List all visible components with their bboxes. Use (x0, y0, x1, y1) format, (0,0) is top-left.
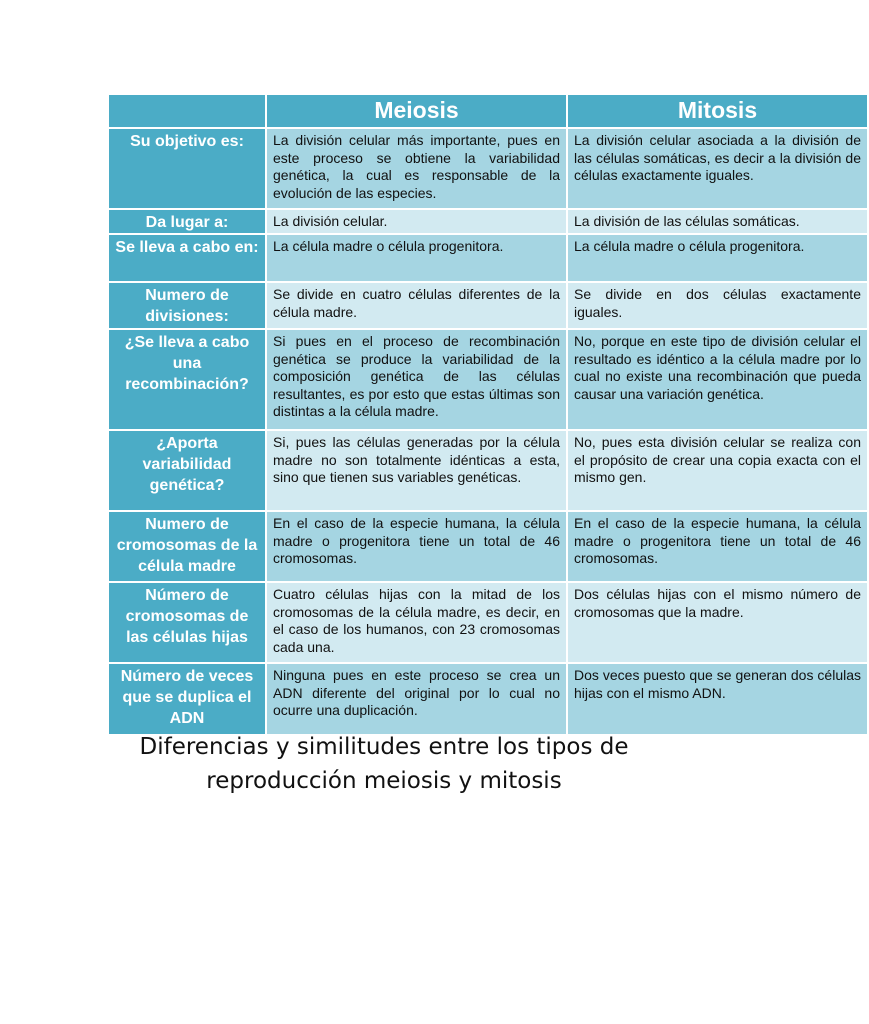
header-meiosis: Meiosis (266, 94, 567, 128)
table-row (108, 511, 868, 582)
table-row (108, 209, 868, 234)
header-mitosis: Mitosis (567, 94, 868, 128)
meiosis-cell: En el caso de la especie humana, la célula madre o progenitora tiene un total de 46 cromosomas. (266, 511, 567, 582)
header-corner (108, 94, 266, 128)
table-caption (0, 730, 768, 798)
row-label: Numero de divisiones: (108, 282, 266, 329)
mitosis-cell: La división celular asociada a la división de las células somáticas, es decir a la división de células exactamente iguales. (567, 128, 868, 209)
meiosis-cell: La célula madre o célula progenitora. (266, 234, 567, 282)
mitosis-cell: La división de las células somáticas. (567, 209, 868, 234)
row-label: Se lleva a cabo en: (108, 234, 266, 282)
mitosis-cell: No, porque en este tipo de división celular el resultado es idéntico a la célula madre por lo cual no existe una recombinación que pueda causar una variación genética. (567, 329, 868, 430)
mitosis-cell: No, pues esta división celular se realiza con el propósito de crear una copia exacta con el mismo gen. (567, 430, 868, 511)
caption-line-2: reproducción meiosis y mitosis (206, 768, 562, 794)
mitosis-cell: Dos células hijas con el mismo número de cromosomas que la madre. (567, 582, 868, 663)
row-label: ¿Se lleva a cabo una recombinación? (108, 329, 266, 430)
table-row (108, 329, 868, 430)
row-label: Da lugar a: (108, 209, 266, 234)
row-label: Numero de cromosomas de la célula madre (108, 511, 266, 582)
mitosis-cell: Se divide en dos células exactamente iguales. (567, 282, 868, 329)
row-label: Su objetivo es: (108, 128, 266, 209)
meiosis-cell: La división celular más importante, pues en este proceso se obtiene la variabilidad genética, la cual es responsable de la evolución de las especies. (266, 128, 567, 209)
mitosis-cell: Dos veces puesto que se generan dos células hijas con el mismo ADN. (567, 663, 868, 735)
row-label: Número de veces que se duplica el ADN (108, 663, 266, 735)
table-row (108, 582, 868, 663)
meiosis-cell: Cuatro células hijas con la mitad de los cromosomas de la célula madre, es decir, en el caso de los humanos, con 23 cromosomas cada una. (266, 582, 567, 663)
meiosis-cell: Se divide en cuatro células diferentes de la célula madre. (266, 282, 567, 329)
table-row (108, 234, 868, 282)
caption-line-1: Diferencias y similitudes entre los tipos de (139, 734, 629, 760)
table-row (108, 282, 868, 329)
comparison-table-wrapper (107, 93, 861, 729)
mitosis-cell: En el caso de la especie humana, la célula madre o progenitora tiene un total de 46 cromosomas. (567, 511, 868, 582)
meiosis-cell: Si, pues las células generadas por la célula madre no son totalmente idénticas a esta, sino que tienen sus variables genéticas. (266, 430, 567, 511)
table-row (108, 128, 868, 209)
row-label: Número de cromosomas de las células hijas (108, 582, 266, 663)
table-row (108, 430, 868, 511)
table-header-row (108, 94, 868, 128)
mitosis-cell: La célula madre o célula progenitora. (567, 234, 868, 282)
row-label: ¿Aporta variabilidad genética? (108, 430, 266, 511)
table-row (108, 663, 868, 735)
meiosis-cell: La división celular. (266, 209, 567, 234)
comparison-table (107, 93, 869, 736)
meiosis-cell: Ninguna pues en este proceso se crea un ADN diferente del original por lo cual no ocurre una duplicación. (266, 663, 567, 735)
meiosis-cell: Si pues en el proceso de recombinación genética se produce la variabilidad de la composición genética de las células resultantes, es por esto que estas últimas son distintas a la célula madre. (266, 329, 567, 430)
